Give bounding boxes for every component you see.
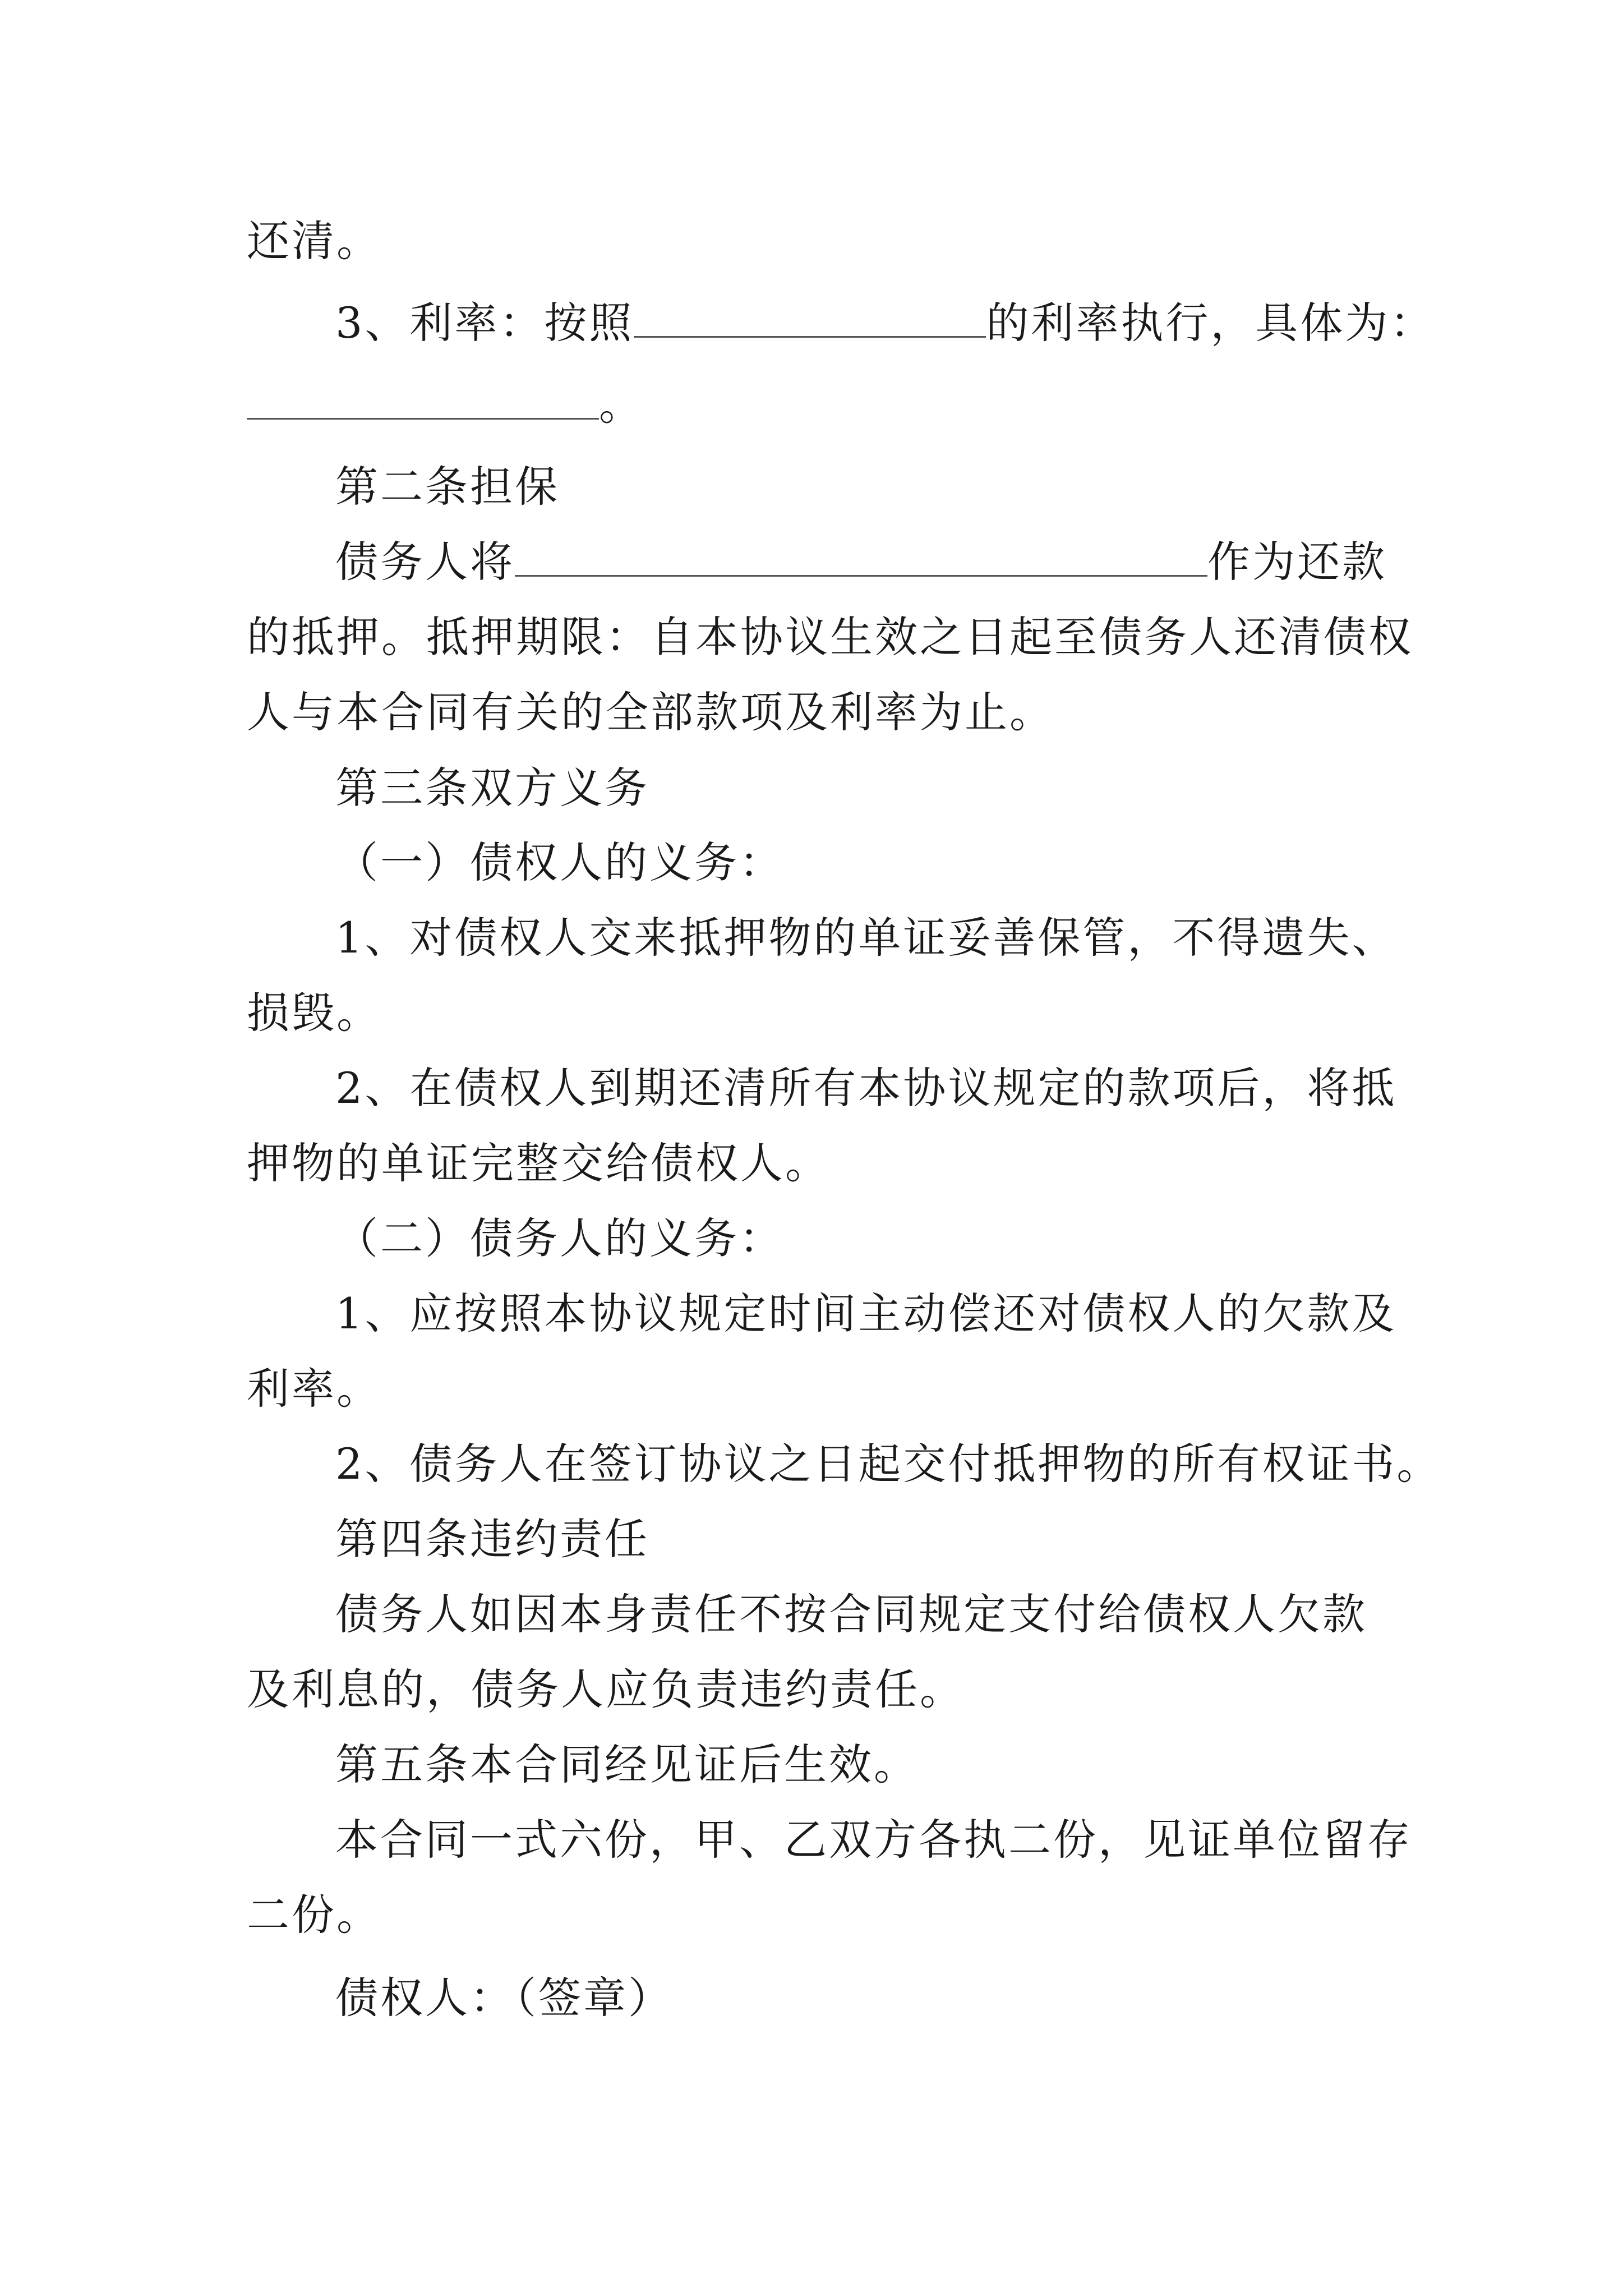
signature-line [335, 1970, 673, 2026]
text-segment: 第三条双方义务 [335, 763, 649, 813]
text-segment: 本合同一式六份，甲、乙双方各执二份，见证单位留存 [335, 1815, 1412, 1865]
text-segment: 的利率执行，具体为： [986, 298, 1435, 348]
text-segment: （二）债务人的义务： [335, 1213, 784, 1263]
section-heading [335, 760, 649, 816]
text-segment: 。 [599, 380, 644, 430]
text-line [247, 1135, 830, 1191]
text-segment: 作为还款 [1207, 537, 1387, 587]
text-segment: 1、应按照本协议规定时间主动偿还对债权人的欠款及 [335, 1289, 1397, 1338]
fill-in-blank[interactable] [634, 297, 986, 338]
text-segment: 押物的单证完整交给债权人。 [247, 1138, 830, 1188]
text-segment: 二份。 [247, 1890, 381, 1940]
text-line [247, 985, 381, 1041]
text-segment: 债务人将 [335, 537, 515, 587]
text-segment: 3、利率：按照 [335, 298, 634, 348]
text-segment: （一）债权人的义务： [335, 838, 784, 887]
text-segment: 第五条本合同经见证后生效。 [335, 1740, 919, 1789]
text-segment: 2、在债权人到期还清所有本协议规定的款项后，将抵 [335, 1063, 1397, 1113]
section-heading [335, 1737, 919, 1793]
text-segment: 第二条担保 [335, 462, 560, 512]
text-line [335, 1436, 1441, 1492]
text-segment: 还清。 [247, 216, 381, 266]
text-line [335, 1286, 1396, 1342]
text-segment: 的抵押。抵押期限：自本协议生效之日起至债务人还清债权 [247, 612, 1413, 662]
section-heading [335, 1511, 649, 1567]
text-segment: 人与本合同有关的全部款项及利率为止。 [247, 687, 1054, 737]
text-segment: 2、债务人在签订协议之日起交付抵押物的所有权证书。 [335, 1439, 1442, 1489]
text-segment: 第四条违约责任 [335, 1514, 649, 1564]
text-line [335, 534, 1387, 590]
text-segment: 债权人：（签章） [335, 1973, 673, 2023]
text-line [247, 609, 1413, 665]
text-segment: 损毁。 [247, 988, 381, 1038]
text-segment: 及利息的，债务人应负责违约责任。 [247, 1664, 965, 1714]
text-segment: 债务人如因本身责任不按合同规定支付给债权人欠款 [335, 1589, 1367, 1639]
text-line [335, 1060, 1396, 1116]
section-heading [335, 459, 560, 515]
text-line [247, 1662, 965, 1718]
text-segment: 利率。 [247, 1364, 381, 1414]
text-line [247, 1887, 381, 1943]
text-line [247, 684, 1054, 740]
text-line [335, 1586, 1367, 1642]
text-segment: 1、对债权人交来抵押物的单证妥善保管，不得遗失、 [335, 913, 1397, 963]
text-line [335, 910, 1396, 966]
text-line [335, 835, 784, 891]
text-line [247, 377, 644, 433]
text-line [247, 1361, 381, 1417]
fill-in-blank[interactable] [515, 536, 1207, 577]
text-line [335, 295, 1435, 351]
fill-in-blank[interactable] [247, 379, 599, 420]
text-line [335, 1211, 784, 1267]
text-line [247, 213, 381, 269]
text-line [335, 1812, 1412, 1868]
